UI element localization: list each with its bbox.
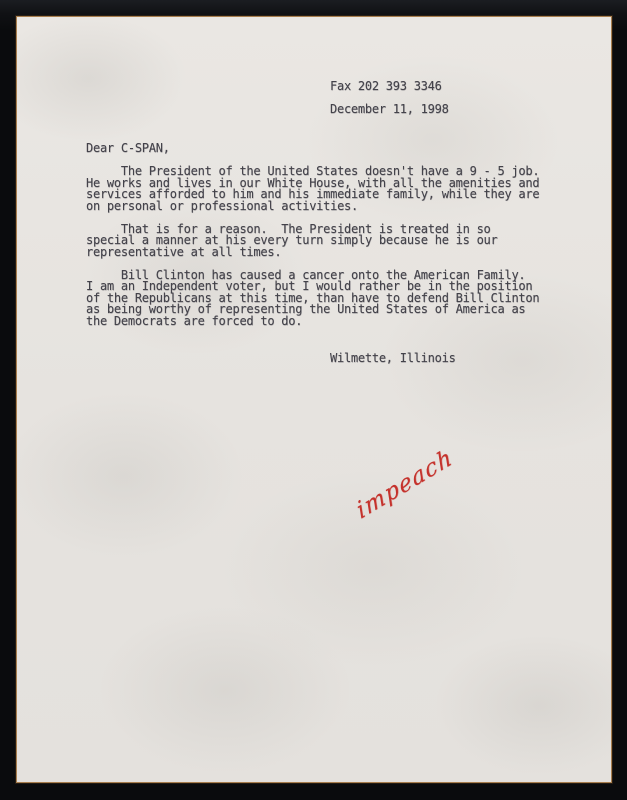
letter-signoff: Wilmette, Illinois bbox=[330, 351, 456, 365]
letter-body bbox=[86, 143, 539, 327]
date-line: December 11, 1998 bbox=[330, 102, 449, 116]
body-line: That is for a reason. The President is treated in so bbox=[86, 221, 491, 236]
body-line: of the Republicans at this time, than have to defend Bill Clinton bbox=[86, 290, 540, 305]
body-line: I am an Independent voter, but I would rather be in the position bbox=[86, 279, 533, 293]
body-line: The President of the United States doesn't have a 9 - 5 job. bbox=[86, 164, 540, 178]
body-line: representative at all times. bbox=[86, 244, 282, 259]
body-line: the Democrats are forced to do. bbox=[86, 313, 303, 328]
body-line: He works and lives in our White House, with all the amenities and bbox=[86, 175, 540, 190]
letter-header bbox=[330, 81, 449, 116]
body-line: special a manner at his every turn simply because he is our bbox=[86, 233, 498, 247]
body-line: as being worthy of representing the United States of America as bbox=[86, 302, 526, 316]
salutation-line: Dear C-SPAN, bbox=[86, 141, 170, 155]
handwritten-impeach-annotation: impeach bbox=[353, 443, 457, 525]
body-line: on personal or professional activities. bbox=[86, 198, 359, 213]
fax-number-line: Fax 202 393 3346 bbox=[330, 79, 442, 93]
body-line: services afforded to him and his immediate family, while they are bbox=[86, 187, 540, 201]
letter-page bbox=[17, 17, 611, 782]
body-line: Bill Clinton has caused a cancer onto the American Family. bbox=[86, 267, 526, 282]
